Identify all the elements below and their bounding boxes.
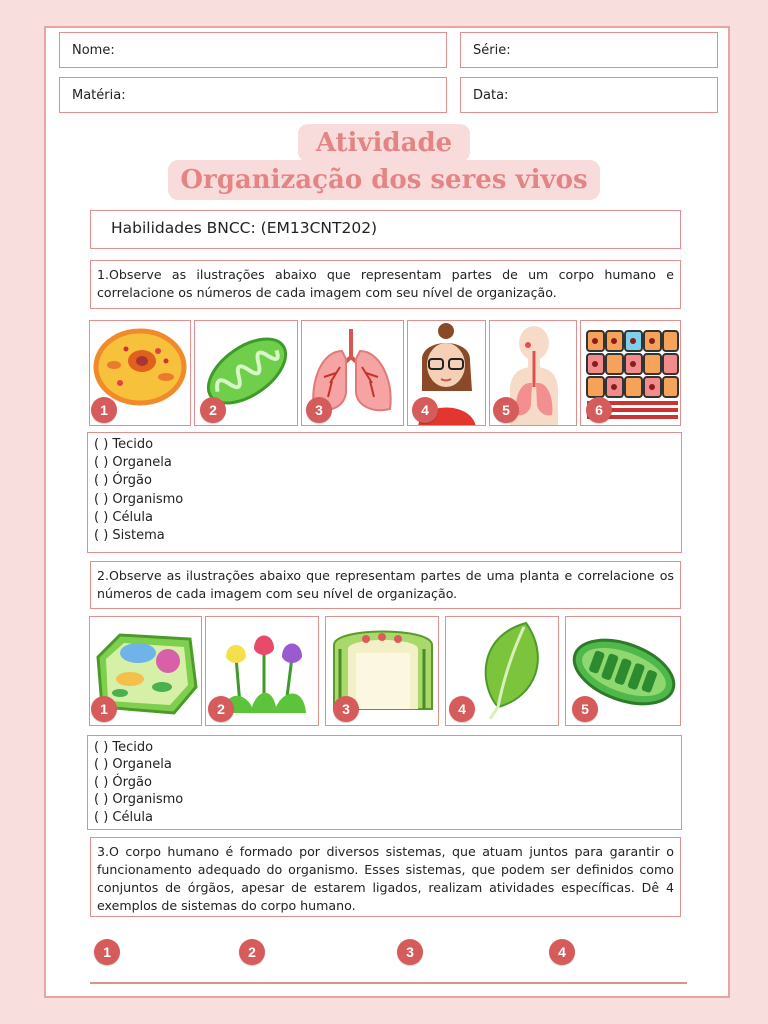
- q1-option-sistema[interactable]: ( ) Sistema: [94, 528, 165, 544]
- skills-text: Habilidades BNCC: (EM13CNT202): [111, 219, 378, 237]
- q1-number-4: 4: [412, 397, 438, 423]
- date-field[interactable]: [460, 77, 718, 113]
- q2-number-3: 3: [333, 696, 359, 722]
- q2-number-4: 4: [449, 696, 475, 722]
- q1-number-2: 2: [200, 397, 226, 423]
- question-3-text: 3.O corpo humano é formado por diversos sistemas, que atuam juntos para garantir o funcionamento adequado do organismo. Esses sistemas, que podem ser definidos como conjuntos de órgãos, apesar de estarem ligados, realizam atividades específicas. Dê 4 exemplos de sistemas do corpo humano.: [97, 844, 674, 913]
- q1-option-organela[interactable]: ( ) Organela: [94, 455, 172, 471]
- name-field[interactable]: [59, 32, 447, 68]
- question-1-text: 1.Observe as ilustrações abaixo que representam partes de um corpo humano e correlacione os números de cada imagem com seu nível de organização.: [97, 267, 674, 300]
- q2-option-organela[interactable]: ( ) Organela: [94, 757, 172, 773]
- q1-number-6: 6: [586, 397, 612, 423]
- q3-answer-1[interactable]: 1: [94, 939, 120, 965]
- q2-number-2: 2: [208, 696, 234, 722]
- grade-field[interactable]: [460, 32, 718, 68]
- question-3: [90, 837, 681, 917]
- q2-number-5: 5: [572, 696, 598, 722]
- q3-answer-4[interactable]: 4: [549, 939, 575, 965]
- answer-line: [90, 982, 687, 984]
- q1-number-5: 5: [493, 397, 519, 423]
- q1-number-1: 1: [91, 397, 117, 423]
- q2-option-tecido[interactable]: ( ) Tecido: [94, 740, 154, 755]
- skills-box: [90, 210, 681, 249]
- q2-number-1: 1: [91, 696, 117, 722]
- q3-answer-3[interactable]: 3: [397, 939, 423, 965]
- q2-options: [87, 735, 682, 830]
- question-2: [90, 561, 681, 609]
- subject-label: Matéria:: [72, 88, 126, 103]
- title-line2: Organização dos seres vivos: [168, 160, 599, 200]
- date-label: Data:: [473, 88, 509, 103]
- question-1: [90, 260, 681, 309]
- q3-answer-2[interactable]: 2: [239, 939, 265, 965]
- name-label: Nome:: [72, 43, 115, 58]
- q1-number-3: 3: [306, 397, 332, 423]
- q1-option-celula[interactable]: ( ) Célula: [94, 509, 153, 525]
- grade-label: Série:: [473, 43, 511, 58]
- q1-options: [87, 432, 682, 553]
- title-line1: Atividade: [298, 124, 470, 162]
- q2-option-celula[interactable]: ( ) Célula: [94, 809, 153, 825]
- q2-option-orgao[interactable]: ( ) Órgão: [94, 774, 152, 790]
- q1-option-tecido[interactable]: ( ) Tecido: [94, 437, 154, 452]
- q2-option-organismo[interactable]: ( ) Organismo: [94, 792, 184, 808]
- question-2-text: 2.Observe as ilustrações abaixo que representam partes de uma planta e correlacione os números de cada imagem com seu nível de organização.: [97, 568, 674, 601]
- q1-option-orgao[interactable]: ( ) Órgão: [94, 473, 152, 489]
- title-block: [0, 124, 768, 162]
- subject-field[interactable]: [59, 77, 447, 113]
- q1-option-organismo[interactable]: ( ) Organismo: [94, 491, 184, 507]
